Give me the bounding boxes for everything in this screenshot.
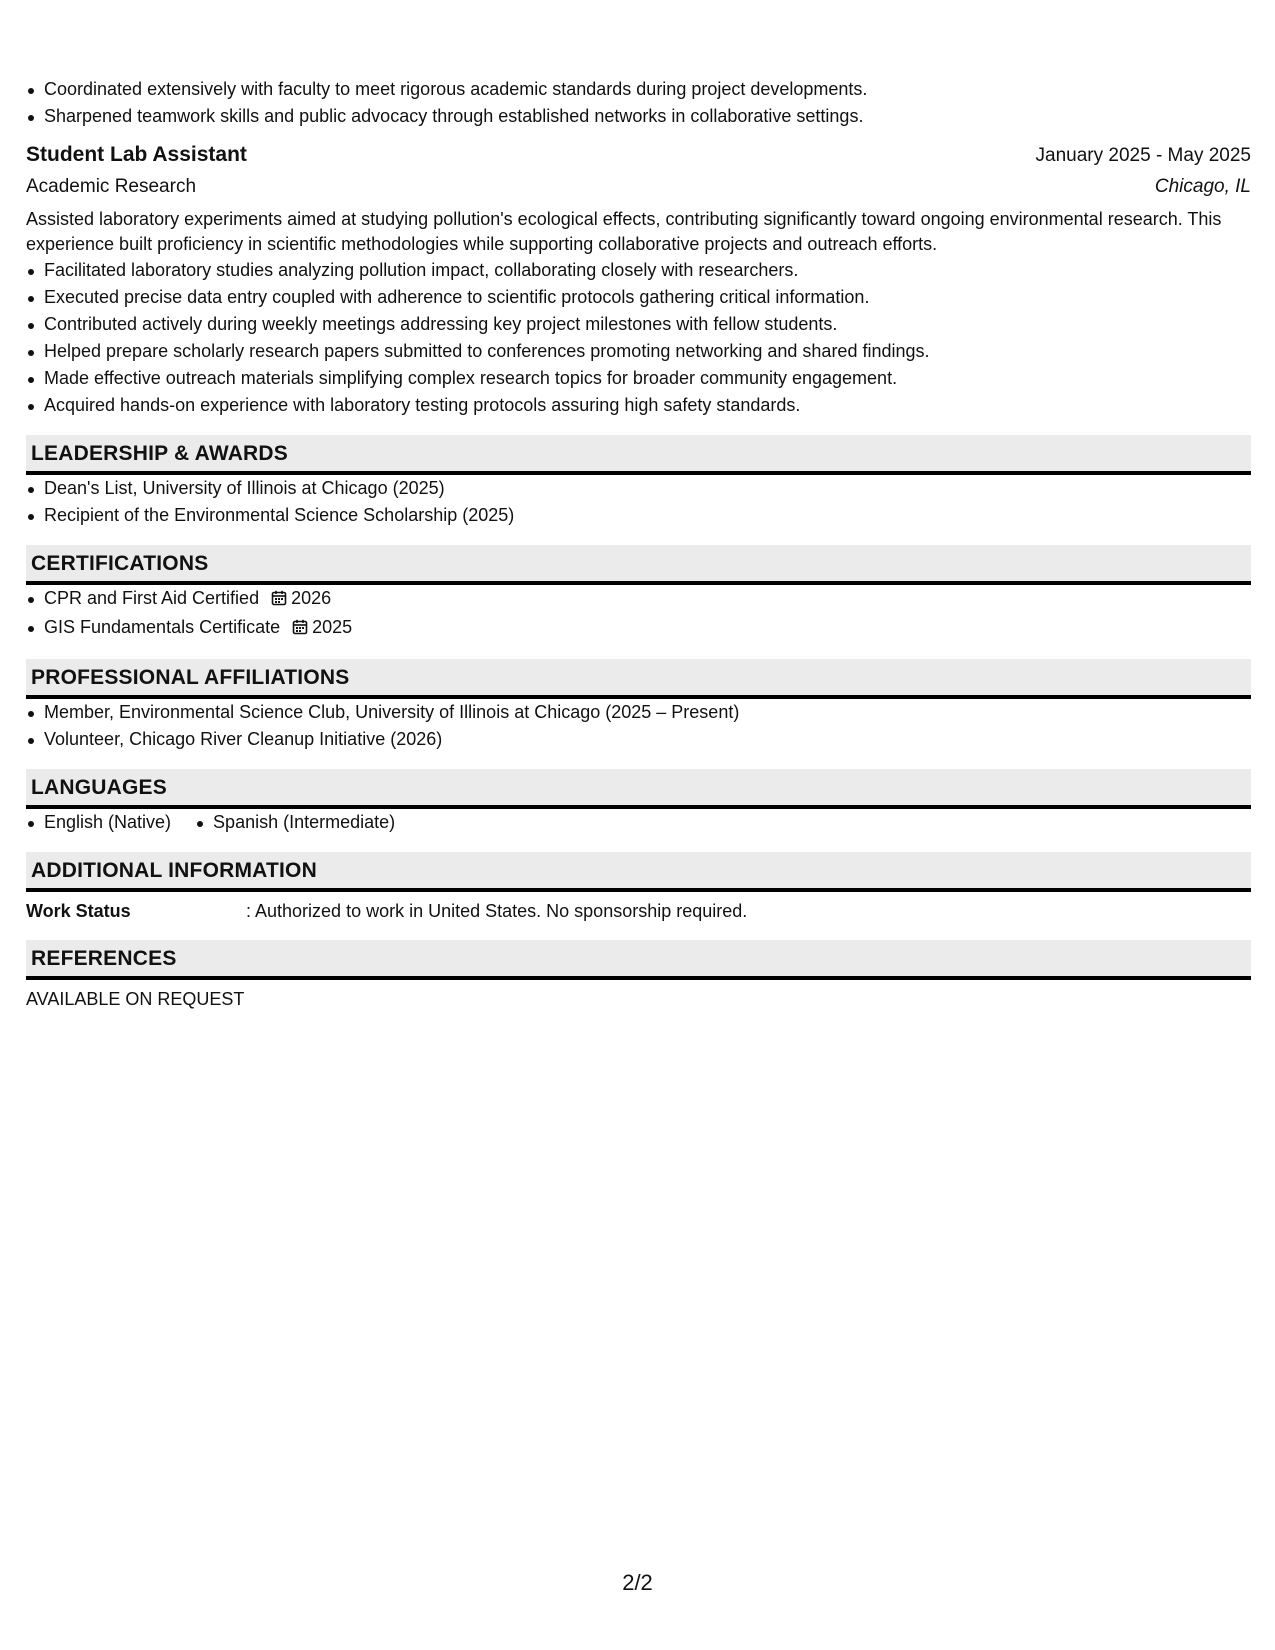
- list-item: [26, 614, 1251, 643]
- certifications-section: [26, 545, 1251, 643]
- list-item: Dean's List, University of Illinois at Chicago (2025): [26, 475, 1251, 502]
- job-location: Chicago, IL: [1154, 176, 1251, 197]
- work-status-value: : Authorized to work in United States. No sponsorship required.: [246, 901, 748, 921]
- certifications-list: [26, 585, 1251, 643]
- job-title: Student Lab Assistant: [26, 143, 247, 166]
- work-status-label: Work Status: [26, 901, 131, 921]
- list-item: Made effective outreach materials simplifying complex research topics for broader community engagement.: [26, 365, 1251, 392]
- section-heading: LEADERSHIP & AWARDS: [26, 435, 1251, 475]
- certification-name: CPR and First Aid Certified: [44, 588, 260, 608]
- list-item: Acquired hands-on experience with laboratory testing protocols assuring high safety standards.: [26, 392, 1251, 419]
- certification-name: GIS Fundamentals Certificate: [44, 617, 281, 637]
- job-entry: [26, 140, 1251, 419]
- additional-info-section: [26, 852, 1251, 924]
- calendar-icon: [271, 587, 287, 614]
- list-item: Executed precise data entry coupled with adherence to scientific protocols gathering critical information.: [26, 284, 1251, 311]
- languages-list: [26, 809, 1251, 836]
- calendar-icon: [292, 616, 308, 643]
- affiliations-list: [26, 699, 1251, 753]
- list-item: Volunteer, Chicago River Cleanup Initiative (2026): [26, 726, 1251, 753]
- affiliations-section: [26, 659, 1251, 753]
- list-item: Coordinated extensively with faculty to meet rigorous academic standards during project developments.: [26, 76, 1251, 103]
- job-description: Assisted laboratory experiments aimed at studying pollution's ecological effects, contributing significantly toward ongoing environmental research. This experience built proficiency in scientific methodologies while supporting collaborative projects and outreach efforts.: [26, 209, 1222, 254]
- list-item: Recipient of the Environmental Science Scholarship (2025): [26, 502, 1251, 529]
- references-section: [26, 940, 1251, 1012]
- list-item: Facilitated laboratory studies analyzing pollution impact, collaborating closely with researchers.: [26, 257, 1251, 284]
- previous-job-bullets: [26, 76, 1251, 130]
- section-heading: CERTIFICATIONS: [26, 545, 1251, 585]
- job-dates: January 2025 - May 2025: [1035, 145, 1251, 166]
- list-item: [26, 585, 1251, 614]
- list-item: Member, Environmental Science Club, University of Illinois at Chicago (2025 – Present): [26, 699, 1251, 726]
- list-item: Contributed actively during weekly meetings addressing key project milestones with fellow students.: [26, 311, 1251, 338]
- list-item: English (Native): [26, 809, 171, 836]
- leadership-list: [26, 475, 1251, 529]
- list-item: Helped prepare scholarly research papers submitted to conferences promoting networking and shared findings.: [26, 338, 1251, 365]
- job-bullets: [26, 257, 1251, 419]
- job-organization: Academic Research: [26, 176, 197, 197]
- certification-year: 2026: [291, 588, 332, 608]
- section-heading: PROFESSIONAL AFFILIATIONS: [26, 659, 1251, 699]
- certification-year: 2025: [312, 617, 353, 637]
- list-item: Spanish (Intermediate): [195, 809, 395, 836]
- leadership-section: [26, 435, 1251, 529]
- section-heading: LANGUAGES: [26, 769, 1251, 809]
- page-number: 2/2: [622, 1570, 653, 1595]
- resume-page: [26, 76, 1251, 1012]
- list-item: Sharpened teamwork skills and public advocacy through established networks in collaborative settings.: [26, 103, 1251, 130]
- work-status-row: [26, 898, 1251, 924]
- section-heading: ADDITIONAL INFORMATION: [26, 852, 1251, 892]
- references-text: AVAILABLE ON REQUEST: [26, 989, 245, 1009]
- section-heading: REFERENCES: [26, 940, 1251, 980]
- languages-section: [26, 769, 1251, 836]
